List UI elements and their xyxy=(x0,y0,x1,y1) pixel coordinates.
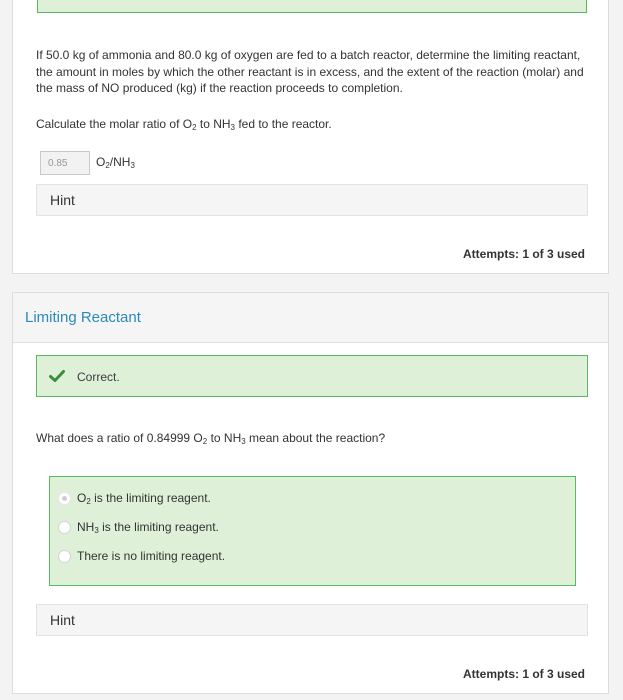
radio-button[interactable] xyxy=(58,521,71,534)
check-icon xyxy=(49,368,65,384)
hint-button[interactable]: Hint xyxy=(36,184,588,216)
radio-button[interactable] xyxy=(58,550,71,563)
choice-no-limiting[interactable] xyxy=(58,549,225,563)
problem-statement: If 50.0 kg of ammonia and 80.0 kg of oxygen are fed to a batch reactor, determine the limiting reactant, the amount in moles by which the other reactant is in excess, and the extent of the reaction (molar) and the mass of NO produced (kg) if the reaction proceeds to completion. xyxy=(36,48,584,95)
feedback-text: Correct. xyxy=(77,370,120,384)
choice-nh3-limiting[interactable] xyxy=(58,520,219,534)
radio-button-selected[interactable] xyxy=(58,492,71,505)
attempts-counter: Attempts: 1 of 3 used xyxy=(462,667,585,681)
answer-choices xyxy=(49,476,576,586)
answer-input[interactable]: 0.85 xyxy=(40,151,90,175)
hint-button[interactable]: Hint xyxy=(36,604,588,636)
question-card-limiting-reactant xyxy=(12,292,609,694)
correct-feedback-box xyxy=(36,355,588,397)
question-molar-ratio: Calculate the molar ratio of $O_2$ to $NH_3$ fed to the reactor. xyxy=(36,117,332,132)
previous-feedback-box xyxy=(37,0,587,13)
attempts-counter: Attempts: 1 of 3 used xyxy=(462,247,585,261)
answer-units: $O_2/NH_3$ xyxy=(96,155,135,170)
choice-label: There is no limiting reagent. xyxy=(77,549,226,563)
section-header xyxy=(13,293,608,343)
section-title: Limiting Reactant xyxy=(25,309,141,326)
choice-label: $O_2$ is the limiting reagent. xyxy=(77,491,211,506)
choice-label: $NH_3$ is the limiting reagent. xyxy=(77,520,219,535)
question-card-molar-ratio xyxy=(12,0,609,274)
choice-o2-limiting[interactable] xyxy=(58,491,211,505)
question-ratio-meaning: What does a ratio of 0.84999 $O_2$ to $NH_3$ mean about the reaction? xyxy=(36,431,386,446)
